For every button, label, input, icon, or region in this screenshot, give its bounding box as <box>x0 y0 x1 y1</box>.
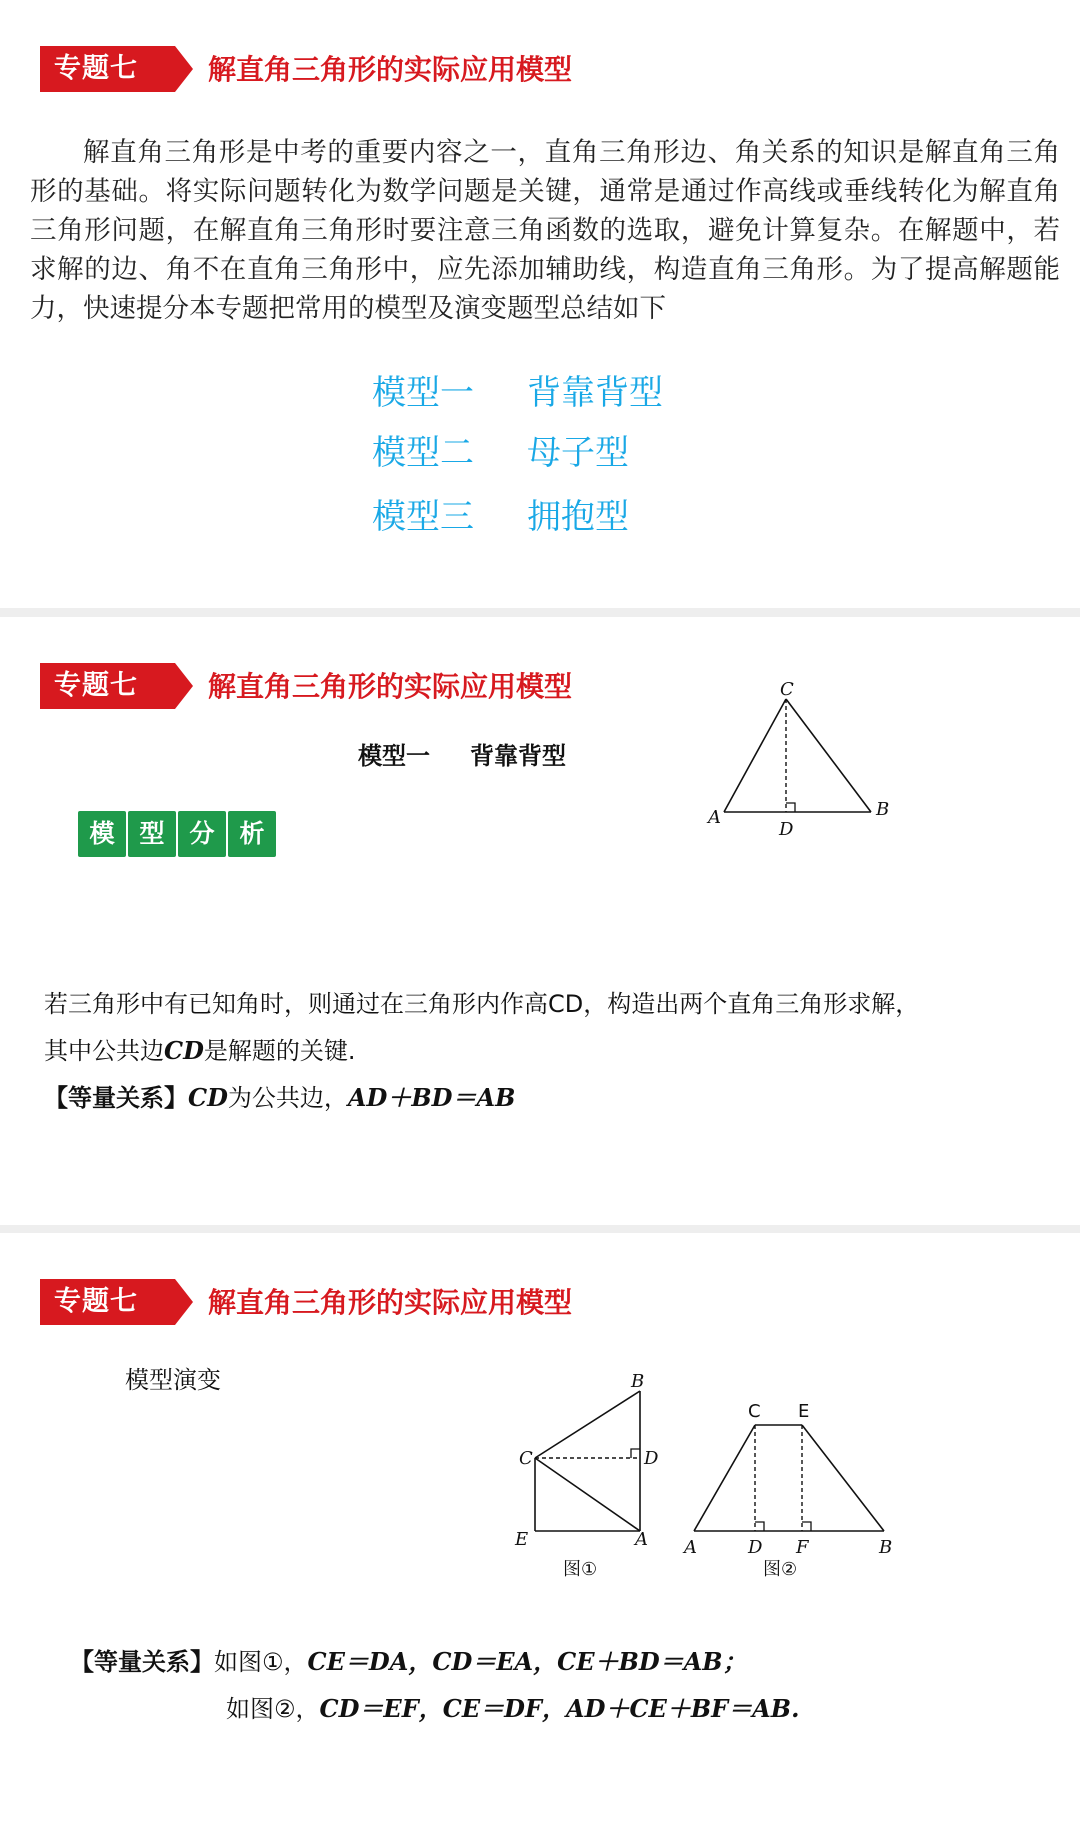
label-d: D <box>644 1448 659 1469</box>
eq2-pre: 如图②， <box>226 1695 320 1723</box>
analysis-line-1: 若三角形中有已知角时，则通过在三角形内作高CD，构造出两个直角三角形求解， <box>44 990 920 1018</box>
figure-2-diagram <box>680 1391 900 1591</box>
variant-title: 模型演变 <box>125 1366 221 1394</box>
right-angle-mark <box>631 1449 640 1458</box>
slide-intro <box>0 0 1080 608</box>
subtitle-type: 背靠背型 <box>470 742 566 770</box>
model-type: 背靠背型 <box>527 373 663 413</box>
eq1-pre: 如图①， <box>214 1648 308 1676</box>
model-subtitle <box>358 739 566 773</box>
label-e: E <box>798 1401 810 1422</box>
label-b: B <box>876 799 890 820</box>
analysis-line-2 <box>44 1034 356 1068</box>
variant-equality-line-2 <box>226 1692 799 1726</box>
topic-tag: 专题七 <box>40 663 175 709</box>
side-ac <box>694 1425 755 1531</box>
label-a: A <box>635 1529 648 1550</box>
side-ca <box>535 1458 640 1531</box>
label-d: D <box>779 819 794 840</box>
topic-tag: 专题七 <box>40 1279 175 1325</box>
label-d: D <box>748 1537 763 1558</box>
model-type: 母子型 <box>527 433 629 473</box>
line2-pre: 其中公共边 <box>44 1037 164 1065</box>
topic-tag-arrow <box>175 46 193 92</box>
slide-separator <box>0 608 1080 617</box>
side-cb <box>786 699 871 812</box>
label-c: C <box>780 679 794 700</box>
slide-header <box>40 1277 1040 1327</box>
badge: 型 <box>128 811 176 857</box>
equality-line <box>44 1081 515 1115</box>
eq-mid: 为公共边， <box>227 1084 348 1112</box>
header-title: 解直角三角形的实际应用模型 <box>208 1286 573 1319</box>
eq2-formula: CD＝EF，CE＝DF，AD＋CE＋BF＝AB. <box>319 1694 800 1723</box>
label-e: E <box>515 1529 529 1550</box>
slide-separator <box>0 1225 1080 1233</box>
model-name: 模型二 <box>372 433 474 473</box>
topic-tag: 专题七 <box>40 46 175 92</box>
label-b: B <box>631 1371 645 1392</box>
model-name: 模型一 <box>372 373 474 413</box>
slide-model-one <box>0 617 1080 1225</box>
topic-tag-arrow <box>175 1279 193 1325</box>
eq-var: CD <box>188 1083 228 1112</box>
line2-var: CD <box>164 1036 204 1065</box>
header-title: 解直角三角形的实际应用模型 <box>208 670 573 703</box>
figure-1-diagram <box>505 1363 675 1593</box>
slide-header <box>40 44 1040 94</box>
side-ca <box>724 699 786 812</box>
side-cb <box>535 1391 640 1458</box>
eq-label: 【等量关系】 <box>70 1648 214 1676</box>
right-angle-mark-f <box>802 1522 811 1531</box>
subtitle-model: 模型一 <box>358 742 430 770</box>
label-c: C <box>748 1401 761 1422</box>
label-b: B <box>879 1537 893 1558</box>
figure-2-caption: 图② <box>763 1559 798 1580</box>
label-a: A <box>684 1537 697 1558</box>
label-a: A <box>708 807 721 828</box>
triangle-diagram <box>700 677 920 857</box>
eq1-formula: CE＝DA，CD＝EA，CE＋BD＝AB； <box>307 1647 747 1676</box>
badge: 模 <box>78 811 126 857</box>
variant-equality-line-1 <box>70 1645 747 1679</box>
label-c: C <box>519 1448 533 1469</box>
topic-tag-arrow <box>175 663 193 709</box>
header-title: 解直角三角形的实际应用模型 <box>208 53 573 86</box>
intro-paragraph: 解直角三角形是中考的重要内容之一，直角三角形边、角关系的知识是解直角三角形的基础。将实际问题转化为数学问题是关键，通常是通过作高线或垂线转化为解直角三角形问题，在解直角三角形时要注意三角函数的选取，避免计算复杂。在解题中，若求解的边、角不在直角三角形中，应先添加辅助线，构造直角三角形。为了提高解题能力，快速提分本专题把常用的模型及演变题型总结如下 <box>30 137 1060 324</box>
label-f: F <box>796 1537 809 1558</box>
right-angle-mark-d <box>755 1522 764 1531</box>
eq-formula: AD＋BD＝AB <box>347 1083 516 1112</box>
slide-model-variant <box>0 1233 1080 1833</box>
line2-post: 是解题的关键. <box>203 1037 356 1065</box>
model-name: 模型三 <box>372 497 474 537</box>
eq-label: 【等量关系】 <box>44 1084 188 1112</box>
figure-1-caption: 图① <box>563 1559 598 1580</box>
badge: 析 <box>228 811 276 857</box>
model-type: 拥抱型 <box>527 497 629 537</box>
right-angle-mark <box>786 803 795 812</box>
side-eb <box>802 1425 884 1531</box>
badge: 分 <box>178 811 226 857</box>
